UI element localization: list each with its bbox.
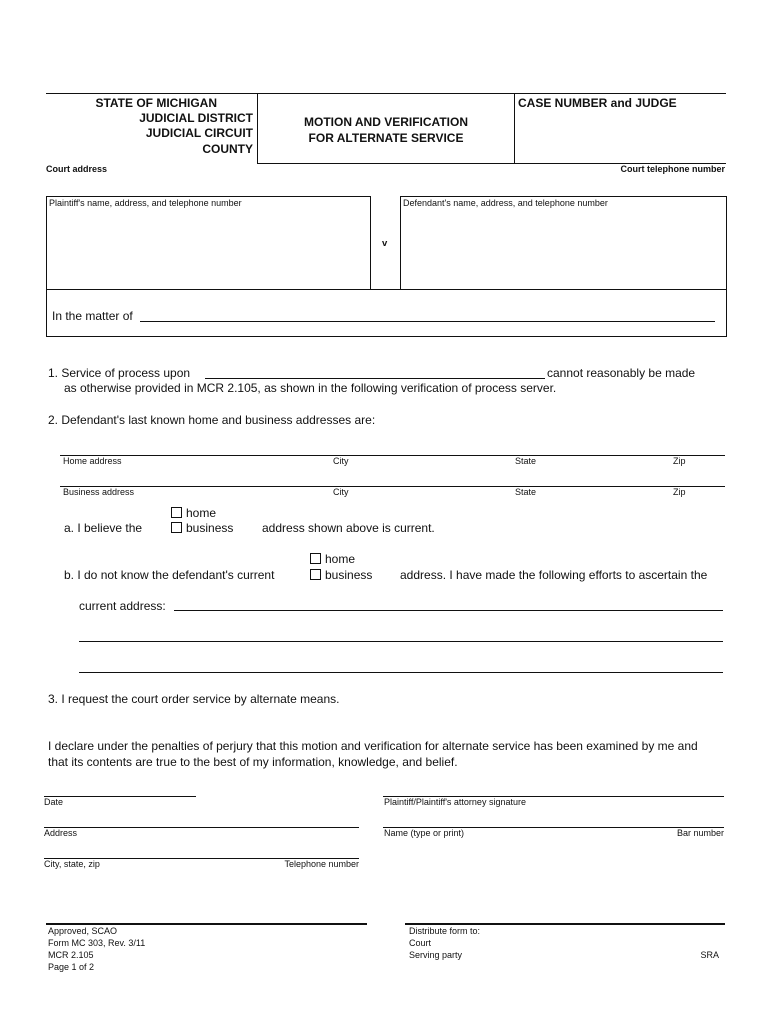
item1-text-line2: as otherwise provided in MCR 2.105, as shown in the following verification of process server. [64, 381, 557, 395]
item2b-prefix: b. I do not know the defendant's current [64, 568, 275, 582]
date-field[interactable] [44, 796, 196, 797]
date-label: Date [44, 797, 64, 807]
footer-approved: Approved, SCAO [48, 926, 118, 936]
item3-text: 3. I request the court order service by alternate means. [48, 692, 340, 706]
city-state-zip-label: City, state, zip [44, 859, 100, 869]
home-city-label: City [333, 456, 349, 466]
home-checkbox[interactable] [310, 553, 321, 564]
court-state: STATE OF MICHIGAN [95, 96, 217, 110]
address-label: Address [44, 828, 78, 838]
form-title-line1: MOTION AND VERIFICATION [304, 115, 468, 129]
defendant-label: Defendant's name, address, and telephone number [403, 198, 608, 208]
bar-number-label: Bar number [676, 828, 724, 838]
footer-rule-left [46, 923, 367, 925]
business-option-label: business [325, 568, 373, 582]
business-state-label: State [515, 487, 537, 497]
footer-mcr: MCR 2.105 [48, 950, 94, 960]
item2b-home-option[interactable] [310, 552, 355, 566]
home-option-label: home [325, 552, 356, 566]
declaration-line2: that its contents are true to the best of my information, knowledge, and belief. [48, 755, 458, 769]
footer-form-number: Form MC 303, Rev. 3/11 [48, 938, 146, 948]
case-number-label: CASE NUMBER and JUDGE [518, 96, 677, 110]
header-top-rule [46, 93, 726, 94]
footer-serving-party: Serving party [409, 950, 463, 960]
home-option-label: home [186, 506, 217, 520]
plaintiff-label: Plaintiff's name, address, and telephone number [49, 198, 242, 208]
item1-text-a: 1. Service of process upon [48, 366, 191, 380]
current-address-field-2[interactable] [79, 641, 723, 642]
business-option-label: business [186, 521, 234, 535]
court-phone-label: Court telephone number [620, 164, 725, 174]
current-address-field-3[interactable] [79, 672, 723, 673]
versus-label: v [382, 238, 388, 249]
business-checkbox[interactable] [171, 522, 182, 533]
plaintiff-box[interactable] [46, 196, 371, 290]
business-zip-label: Zip [673, 487, 686, 497]
current-address-field-1[interactable] [174, 610, 723, 611]
item2a-home-option[interactable] [171, 506, 216, 520]
item2-text: 2. Defendant's last known home and business addresses are: [48, 413, 376, 427]
court-county: COUNTY [202, 142, 253, 156]
footer-page: Page 1 of 2 [48, 962, 95, 972]
court-address-label: Court address [46, 164, 108, 174]
signature-label: Plaintiff/Plaintiff's attorney signature [384, 797, 526, 807]
matter-box [46, 289, 727, 337]
home-zip-label: Zip [673, 456, 686, 466]
business-checkbox[interactable] [310, 569, 321, 580]
item2b-suffix: address. I have made the following efforts to ascertain the [400, 568, 708, 582]
footer-court: Court [409, 938, 432, 948]
business-city-label: City [333, 487, 349, 497]
item2a-prefix: a. I believe the [64, 521, 143, 535]
home-state-label: State [515, 456, 537, 466]
item1-text-b: cannot reasonably be made [547, 366, 696, 380]
name-label: Name (type or print) [384, 828, 465, 838]
declaration-line1: I declare under the penalties of perjury that this motion and verification for alternate service has been examined by me and [48, 739, 698, 753]
business-address-label: Business address [63, 487, 135, 497]
home-address-field[interactable] [60, 455, 725, 456]
address-field[interactable] [44, 827, 359, 828]
court-circuit: JUDICIAL CIRCUIT [145, 126, 253, 140]
court-district: JUDICIAL DISTRICT [139, 111, 253, 125]
footer-sra: SRA [700, 950, 719, 960]
defendant-box[interactable] [400, 196, 727, 290]
telephone-label: Telephone number [284, 859, 359, 869]
form-title-line2: FOR ALTERNATE SERVICE [308, 131, 464, 145]
header-divider-2 [514, 93, 515, 163]
current-address-label: current address: [79, 599, 166, 613]
item2a-suffix: address shown above is current. [262, 521, 435, 535]
service-upon-field[interactable] [205, 378, 545, 379]
business-address-field[interactable] [60, 486, 725, 487]
matter-field[interactable] [140, 321, 715, 322]
home-checkbox[interactable] [171, 507, 182, 518]
item2b-business-option[interactable] [310, 568, 372, 582]
footer-rule-right [405, 923, 725, 925]
matter-label: In the matter of [52, 309, 133, 323]
item2a-business-option[interactable] [171, 521, 233, 535]
footer-distribute: Distribute form to: [409, 926, 481, 936]
home-address-label: Home address [63, 456, 122, 466]
